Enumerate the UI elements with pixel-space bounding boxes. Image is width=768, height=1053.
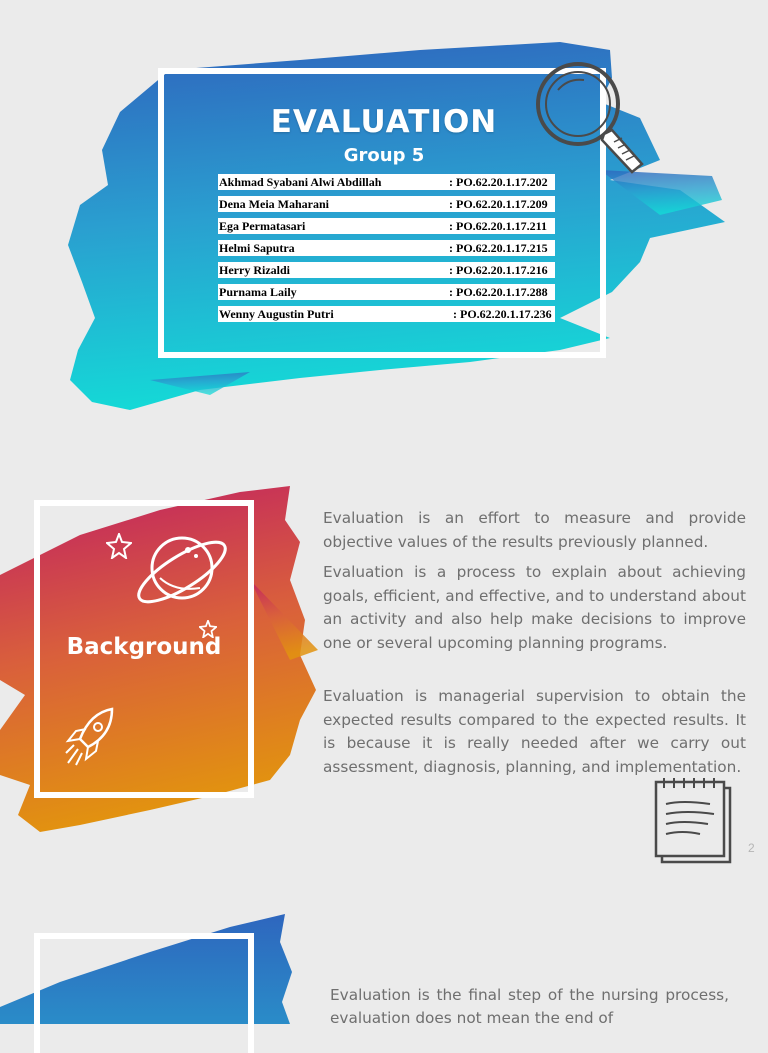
paragraph: Evaluation is an effort to measure and provide objective values of the results previously planned. — [323, 509, 746, 551]
member-name: Ega Permatasari — [219, 219, 306, 233]
member-row — [218, 218, 555, 234]
planet-icon — [130, 520, 235, 620]
slide-subtitle: Group 5 — [343, 145, 425, 166]
member-id: : PO.62.20.1.17.202 — [449, 175, 548, 189]
slide-evaluation-group — [0, 0, 768, 440]
rocket-icon — [60, 705, 120, 771]
member-row — [218, 262, 555, 278]
member-name: Purnama Laily — [219, 285, 297, 299]
notepad-icon — [652, 776, 736, 866]
member-name: Herry Rizaldi — [219, 263, 290, 277]
next-frame — [34, 933, 254, 1053]
paragraph: Evaluation is the final step of the nursing process, evaluation does not mean the end of — [330, 986, 729, 1027]
member-name: Dena Meia Maharani — [219, 197, 329, 211]
member-row — [218, 284, 555, 300]
member-name: Akhmad Syabani Alwi Abdillah — [219, 175, 382, 189]
member-name: Helmi Saputra — [219, 241, 295, 255]
page-number: 2 — [748, 841, 755, 855]
paragraph: Evaluation is a process to explain about achieving goals, efficient, and effective, and to understand about an activity and also help make decisions to improve one or several upcoming planning programs. — [323, 563, 746, 652]
member-id: : PO.62.20.1.17.236 — [453, 307, 552, 321]
member-id: : PO.62.20.1.17.288 — [449, 285, 548, 299]
member-name: Wenny Augustin Putri — [219, 307, 334, 321]
star-icon — [106, 533, 132, 559]
member-id: : PO.62.20.1.17.211 — [449, 219, 547, 233]
member-row — [218, 196, 555, 212]
member-row — [218, 240, 555, 256]
member-id: : PO.62.20.1.17.215 — [449, 241, 548, 255]
member-id: : PO.62.20.1.17.209 — [449, 197, 548, 211]
paragraph: Evaluation is managerial supervision to obtain the expected results compared to the expected results. It is because it is really needed after we carry out assessment, diagnosis, planning, and implementation. — [323, 687, 746, 776]
slide-title: EVALUATION — [270, 104, 498, 140]
background-heading: Background — [66, 634, 222, 660]
member-row — [218, 174, 555, 190]
member-id: : PO.62.20.1.17.216 — [449, 263, 548, 277]
member-row — [218, 306, 555, 322]
